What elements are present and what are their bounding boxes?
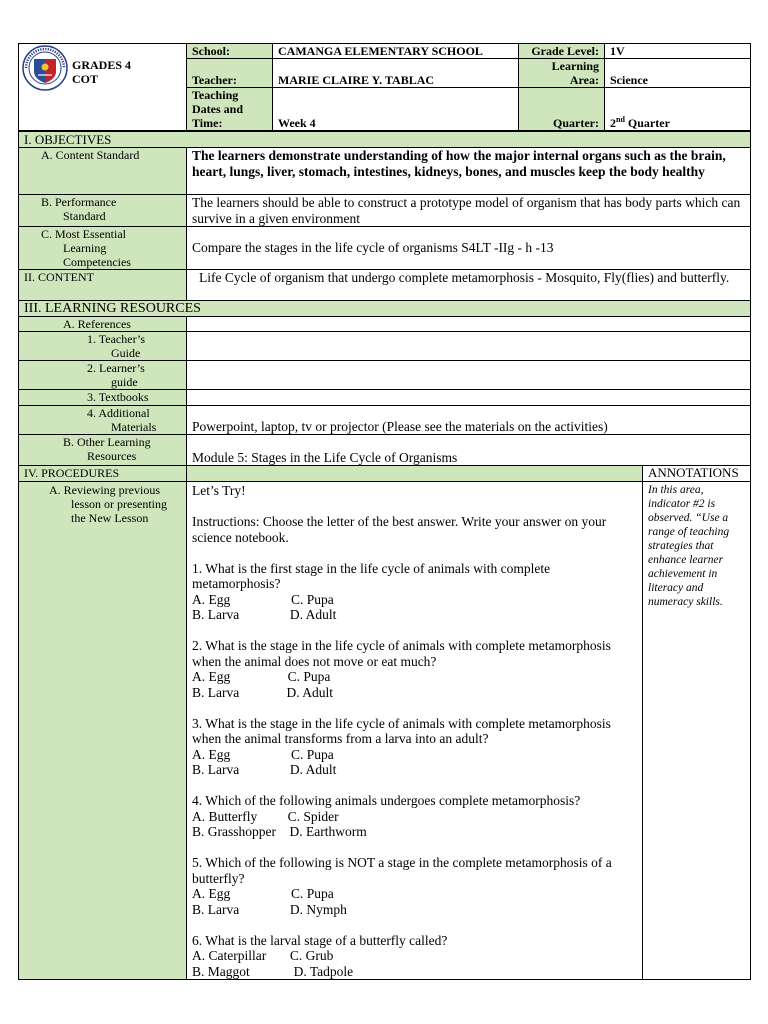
other-resources-text: Module 5: Stages in the Life Cycle of Organisms [187,435,751,466]
performance-standard-text: The learners should be able to construct a prototype model of organism that has body parts which can survive in a given environment [187,195,751,227]
content-standard-text: The learners demonstrate understanding of how the major internal organs such as the brain, heart, lungs, liver, stomach, intestines, kidneys, bones, and muscles keep the body healthy [187,148,751,195]
school-label: School: [187,44,273,59]
additional-materials-text: Powerpoint, laptop, tv or projector (Please see the materials on the activities) [187,406,751,435]
additional-materials-label: 4. Additional Materials [19,406,187,435]
grades-label: GRADES 4 COT [72,58,132,86]
performance-standard-label: B. Performance Standard [19,195,187,227]
textbooks-value [187,390,751,406]
deped-seal-icon [22,45,68,91]
content-standard-label: A. Content Standard [19,148,187,195]
instructions-line: science notebook. [192,529,289,545]
procedures-heading-spacer [187,466,643,482]
question-item: 3. What is the stage in the life cycle of animals with complete metamorphosis when the animal transforms from a larva into an adult? A. Egg C. Pupa B. Larva D. Adult [192,715,611,777]
grade-level-value: 1V [605,44,751,59]
content-text: Life Cycle of organism that undergo complete metamorphosis - Mosquito, Fly(flies) and butterfly. [187,270,751,301]
learners-guide-label: 2. Learner’s guide [19,361,187,390]
annotation-text: In this area, indicator #2 is observed. “Use a range of teaching strategies that enhance learner achievement in literacy and numeracy skills. [643,482,751,980]
procedures-heading: IV. PROCEDURES [19,466,187,482]
textbooks-label: 3. Textbooks [19,390,187,406]
lesson-plan-table [18,131,751,980]
quarter-value: 2nd Quarter [605,88,751,131]
content-label: II. CONTENT [19,270,187,301]
step-a-content [187,482,643,980]
learning-area-label: Learning Area: [519,59,605,88]
school-value: CAMANGA ELEMENTARY SCHOOL [273,44,519,59]
teachers-guide-label: 1. Teacher’s Guide [19,332,187,361]
resources-heading: III. LEARNING RESOURCES [19,301,751,317]
melc-text: Compare the stages in the life cycle of organisms S4LT -IIg - h -13 [187,227,751,270]
teacher-value: MARIE CLAIRE Y. TABLAC [273,59,519,88]
teacher-label: Teacher: [187,59,273,88]
logo-cell [19,44,187,131]
question-item: 4. Which of the following animals undergoes complete metamorphosis? A. Butterfly C. Spider B. Grasshopper D. Earthworm [192,793,581,839]
quarter-label: Quarter: [519,88,605,131]
learning-area-value: Science [605,59,751,88]
grade-level-label: Grade Level: [519,44,605,59]
question-item: 1. What is the first stage in the life cycle of animals with complete metamorphosis? A. Egg C. Pupa B. Larva D. Adult [192,560,551,622]
question-item: 6. What is the larval stage of a butterfly called? A. Caterpillar C. Grub B. Maggot D. Tadpole [192,932,448,979]
melc-label: C. Most Essential Learning Competencies [19,227,187,270]
question-item: 2. What is the stage in the life cycle of animals with complete metamorphosis when the animal does not move or eat much? A. Egg C. Pupa B. Larva D. Adult [192,638,611,700]
instructions-line: Instructions: Choose the letter of the best answer. Write your answer on your [192,514,607,529]
other-resources-label: B. Other Learning Resources [19,435,187,466]
lets-try-text: Let’s Try! [192,483,246,498]
references-value [187,317,751,332]
learners-guide-value [187,361,751,390]
dates-label: Teaching Dates and Time: [187,88,273,131]
question-item: 5. Which of the following is NOT a stage in the complete metamorphosis of a butterfly? A. Egg C. Pupa B. Larva D. Nymph [192,855,612,917]
annotations-heading: ANNOTATIONS [643,466,751,482]
dates-value: Week 4 [273,88,519,131]
references-label: A. References [19,317,187,332]
teachers-guide-value [187,332,751,361]
header-table [18,43,751,131]
objectives-heading: I. OBJECTIVES [19,132,751,148]
step-a-label: A. Reviewing previous lesson or presenting the New Lesson [19,482,187,980]
